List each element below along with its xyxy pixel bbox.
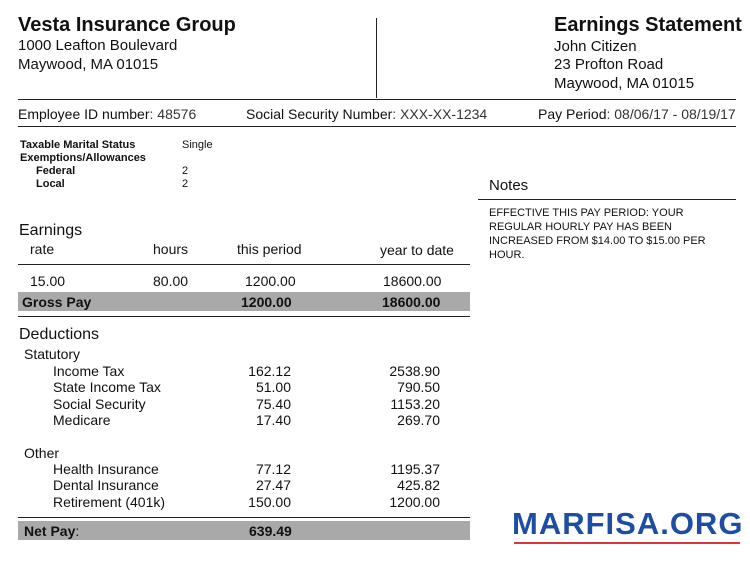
statutory-period: 17.40 — [255, 412, 291, 428]
gross-pay-label: Gross Pay — [22, 294, 92, 310]
id-row-rule — [18, 126, 736, 127]
earnings-title: Earnings — [19, 222, 83, 239]
ssn-label: Social Security Number — [246, 106, 393, 122]
statutory-label: State Income Tax — [53, 379, 161, 395]
other-ytd: 1195.37 — [390, 461, 440, 477]
earnings-hours: 80.00 — [153, 273, 189, 289]
exemptions-label: Exemptions/Allowances — [20, 152, 146, 164]
other-ytd: 1200.00 — [389, 494, 440, 510]
earnings-this-period: 1200.00 — [245, 273, 296, 289]
header-rule — [18, 99, 736, 100]
gross-pay-ytd: 18600.00 — [382, 294, 441, 310]
logo-underline — [514, 542, 740, 544]
net-pay-rule — [18, 517, 470, 518]
notes-rule — [478, 199, 736, 200]
net-pay-label-wrap — [24, 523, 79, 539]
notes-text: EFFECTIVE THIS PAY PERIOD: YOUR REGULAR HOURLY PAY HAS BEEN INCREASED FROM $14.00 TO $15.00 PER HOUR. — [489, 207, 706, 261]
marital-status-value: Single — [182, 139, 213, 151]
other-label: Dental Insurance — [53, 477, 159, 493]
employee-id — [18, 106, 196, 122]
employee-address-line2: Maywood, MA 01015 — [554, 75, 695, 92]
statutory-title: Statutory — [24, 346, 81, 362]
deductions-title: Deductions — [19, 326, 100, 343]
gross-pay-period: 1200.00 — [241, 294, 292, 310]
earnings-header-rate: rate — [30, 241, 55, 257]
ssn-value: : XXX-XX-1234 — [392, 106, 488, 122]
notes-title: Notes — [489, 177, 529, 194]
local-value: 2 — [182, 178, 189, 190]
other-period: 77.12 — [255, 461, 291, 477]
statutory-label: Social Security — [53, 396, 146, 412]
statutory-ytd: 1153.20 — [390, 396, 440, 412]
employee-id-value: : 48576 — [149, 106, 197, 122]
company-name: Vesta Insurance Group — [18, 14, 236, 36]
statutory-period: 51.00 — [255, 379, 291, 395]
statutory-ytd: 269.70 — [397, 412, 440, 428]
federal-label: Federal — [36, 165, 76, 177]
earnings-rate: 15.00 — [30, 273, 66, 289]
other-label: Health Insurance — [53, 461, 159, 477]
marital-status-label: Taxable Marital Status — [20, 139, 136, 151]
federal-value: 2 — [182, 165, 189, 177]
employee-name: John Citizen — [554, 38, 637, 55]
pay-period-value: : 08/06/17 - 08/19/17 — [606, 106, 736, 122]
other-ytd: 425.82 — [397, 477, 440, 493]
pay-period — [538, 106, 736, 122]
statement-title: Earnings Statement — [554, 14, 742, 36]
local-label: Local — [36, 178, 65, 190]
other-period: 27.47 — [255, 477, 291, 493]
statutory-ytd: 2538.90 — [389, 363, 440, 379]
ssn — [246, 106, 487, 122]
earnings-header-rule — [18, 264, 470, 265]
other-period: 150.00 — [248, 494, 291, 510]
header-divider — [376, 18, 377, 98]
earnings-header-ytd: year to date — [380, 242, 454, 258]
earnings-header-hours: hours — [153, 241, 189, 257]
statutory-period: 162.12 — [248, 363, 291, 379]
employee-address-line1: 23 Profton Road — [554, 56, 664, 73]
pay-period-label: Pay Period — [538, 106, 607, 122]
statutory-ytd: 790.50 — [397, 379, 440, 395]
statutory-label: Income Tax — [53, 363, 125, 379]
other-title: Other — [24, 445, 60, 461]
gross-pay-rule — [18, 316, 470, 317]
earnings-header-this-period: this period — [237, 241, 302, 257]
company-address-line1: 1000 Leafton Boulevard — [18, 37, 178, 54]
net-pay-value: 639.49 — [249, 523, 292, 539]
earnings-ytd: 18600.00 — [383, 273, 442, 289]
other-label: Retirement (401k) — [53, 494, 166, 510]
net-pay-label: Net Pay — [24, 523, 76, 539]
company-address-line2: Maywood, MA 01015 — [18, 56, 159, 73]
net-pay-colon: : — [75, 523, 80, 539]
statutory-label: Medicare — [53, 412, 111, 428]
statutory-period: 75.40 — [255, 396, 291, 412]
net-pay-bar — [18, 521, 470, 540]
employee-id-label: Employee ID number — [18, 106, 150, 122]
marfisa-logo: MARFISA.ORG — [512, 506, 744, 541]
